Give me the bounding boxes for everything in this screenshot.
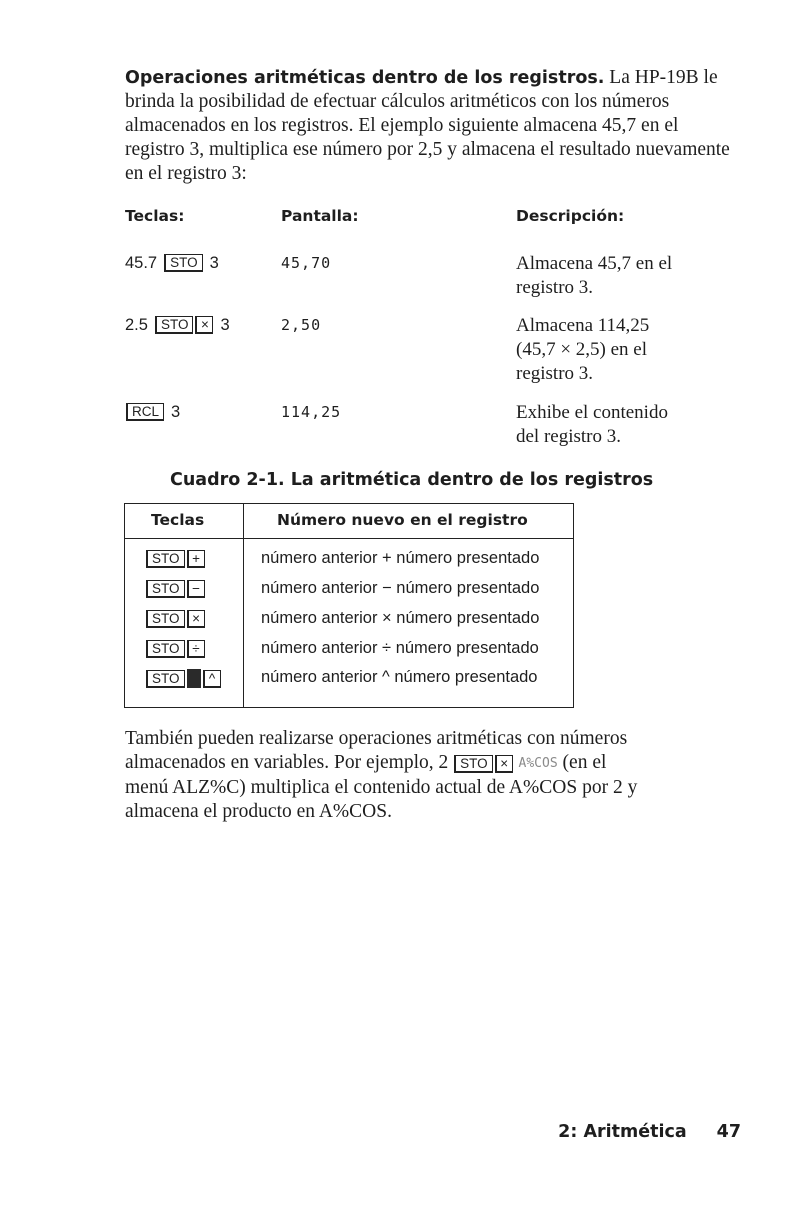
table-row [125, 606, 575, 636]
table-row [125, 636, 575, 666]
page-number: 47 [716, 1122, 741, 1142]
description-line: Exhibe el contenido [516, 402, 668, 423]
closing-text: (en el [562, 752, 607, 773]
example-header-display: Pantalla: [281, 207, 359, 225]
table-header-keys: Teclas [151, 511, 205, 529]
table-keys [145, 669, 222, 688]
keystroke-number: 2.5 [125, 316, 148, 334]
multiply-key: × [195, 316, 213, 334]
table-keys [145, 640, 206, 658]
closing-paragraph [125, 727, 740, 824]
intro-paragraph [125, 66, 740, 186]
power-key: ^ [203, 670, 221, 688]
page-footer [558, 1122, 741, 1142]
table-keys [145, 610, 206, 628]
sto-key: STO [146, 550, 185, 568]
multiply-key: × [495, 755, 513, 773]
keystroke-number: 45.7 [125, 254, 158, 272]
example-description [516, 401, 726, 449]
table-keys [145, 550, 206, 568]
intro-heading: Operaciones aritméticas dentro de los registros. [125, 68, 605, 88]
table-caption: Cuadro 2-1. La aritmética dentro de los registros [170, 470, 654, 490]
chapter-title: 2: Aritmética [558, 1122, 687, 1142]
description-line: Almacena 114,25 [516, 315, 650, 336]
table-divider-horizontal [125, 538, 573, 539]
table-cell-text: número anterior − número presentado [261, 579, 540, 597]
closing-line [125, 751, 740, 776]
register-number: 3 [209, 254, 219, 272]
sto-key: STO [155, 316, 194, 334]
description-line: (45,7 × 2,5) en el [516, 339, 648, 360]
description-line: registro 3. [516, 277, 594, 298]
example-header-keys: Teclas: [125, 207, 185, 225]
table-keys [145, 580, 206, 598]
menu-label-acos: A%COS [518, 756, 558, 771]
plus-key: + [187, 550, 205, 568]
sto-key: STO [146, 580, 185, 598]
example-keystrokes [125, 401, 180, 423]
register-number: 3 [171, 403, 181, 421]
sto-key: STO [146, 640, 185, 658]
register-arithmetic-table [124, 503, 574, 708]
closing-text: almacenados en variables. Por ejemplo, 2 [125, 752, 449, 773]
description-line: Almacena 45,7 en el [516, 253, 673, 274]
sto-key: STO [164, 254, 203, 272]
sto-key: STO [454, 755, 493, 773]
shift-key-icon [187, 669, 201, 688]
example-header-description: Descripción: [516, 207, 625, 225]
multiply-key: × [187, 610, 205, 628]
display-value: 45,70 [281, 254, 332, 272]
table-header-result: Número nuevo en el registro [277, 511, 528, 529]
description-line: registro 3. [516, 363, 594, 384]
closing-line: menú ALZ%C) multiplica el contenido actual de A%COS por 2 y [125, 777, 638, 798]
divide-key: ÷ [187, 640, 205, 658]
table-row [125, 546, 575, 576]
intro-text: La HP-19B le brinda la posibilidad de efectuar cálculos aritméticos con los números almacenados en los registros. El ejemplo siguiente almacena 45,7 en el registro 3, multiplica ese número por 2,5 y almacena el resultado nuevamente en el registro 3: [125, 67, 730, 184]
closing-line: También pueden realizarse operaciones aritméticas con números [125, 728, 628, 749]
example-keystrokes [125, 252, 219, 274]
table-cell-text: número anterior × número presentado [261, 609, 540, 627]
register-number: 3 [220, 316, 230, 334]
table-cell-text: número anterior + número presentado [261, 549, 540, 567]
example-description [516, 252, 726, 300]
display-value: 114,25 [281, 403, 342, 421]
table-row [125, 576, 575, 606]
table-row [125, 665, 575, 695]
sto-key: STO [146, 610, 185, 628]
rcl-key: RCL [126, 403, 164, 421]
description-line: del registro 3. [516, 426, 622, 447]
example-keystrokes [125, 314, 230, 336]
minus-key: − [187, 580, 205, 598]
table-cell-text: número anterior ÷ número presentado [261, 639, 539, 657]
closing-line: almacena el producto en A%COS. [125, 801, 392, 822]
sto-key: STO [146, 670, 185, 688]
display-value: 2,50 [281, 316, 322, 334]
example-description [516, 314, 726, 386]
table-cell-text: número anterior ^ número presentado [261, 668, 538, 686]
